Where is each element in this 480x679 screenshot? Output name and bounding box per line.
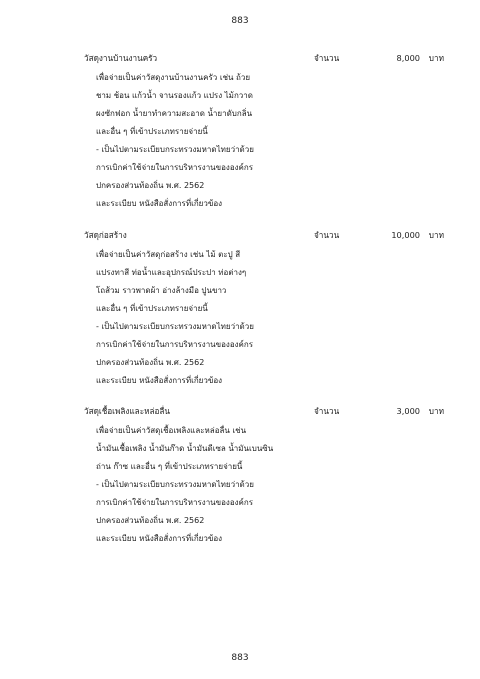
description-line: ปกครองส่วนท้องถิ่น พ.ศ. 2562 (96, 181, 205, 190)
description-line: และอื่น ๆ ที่เข้าประเภทรายจ่ายนี้ (96, 304, 208, 313)
budget-section-fuel-lubricants (84, 402, 444, 548)
section-description (84, 69, 444, 213)
section-title: วัสดุงานบ้านงานครัว (84, 53, 158, 63)
description-line: การเบิกค่าใช้จ่ายในการบริหารงานขององค์กร (96, 498, 254, 507)
budget-section-household-supplies (84, 49, 444, 213)
amount-value: 3,000 (396, 406, 420, 416)
description-line: และอื่น ๆ ที่เข้าประเภทรายจ่ายนี้ (96, 127, 208, 136)
description-line: เพื่อจ่ายเป็นค่าวัสดุก่อสร้าง เช่น ไม้ ตะปู สี (96, 250, 241, 259)
section-description (84, 422, 444, 548)
amount-value: 10,000 (391, 230, 420, 240)
description-line: - เป็นไปตามระเบียบกระทรวงมหาดไทยว่าด้วย (96, 480, 254, 489)
description-line: - เป็นไปตามระเบียบกระทรวงมหาดไทยว่าด้วย (96, 145, 254, 154)
amount-label: จำนวน (314, 53, 340, 63)
description-line: น้ำมันเชื้อเพลิง น้ำมันก๊าด น้ำมันดีเซล น้ำมันเบนซิน (96, 444, 274, 453)
description-line: แปรงทาสี ท่อน้ำและอุปกรณ์ประปา ท่อต่างๆ (96, 268, 247, 277)
section-description (84, 246, 444, 390)
amount-unit: บาท (428, 230, 444, 240)
amount-unit: บาท (428, 53, 444, 63)
amount-label: จำนวน (314, 406, 340, 416)
budget-section-construction-materials (84, 226, 444, 390)
description-line: และระเบียบ หนังสือสั่งการที่เกี่ยวข้อง (96, 199, 223, 208)
section-title: วัสดุเชื้อเพลิงและหล่อลื่น (84, 406, 171, 416)
description-line: การเบิกค่าใช้จ่ายในการบริหารงานขององค์กร (96, 340, 254, 349)
section-header (84, 226, 444, 244)
section-header (84, 49, 444, 67)
description-line: ปกครองส่วนท้องถิ่น พ.ศ. 2562 (96, 358, 205, 367)
description-line: และระเบียบ หนังสือสั่งการที่เกี่ยวข้อง (96, 534, 223, 543)
description-line: เพื่อจ่ายเป็นค่าวัสดุงานบ้านงานครัว เช่น ถ้วย (96, 73, 251, 82)
description-line: - เป็นไปตามระเบียบกระทรวงมหาดไทยว่าด้วย (96, 322, 254, 331)
page-number-top: 883 (231, 16, 249, 26)
description-line: และระเบียบ หนังสือสั่งการที่เกี่ยวข้อง (96, 376, 223, 385)
page-number-bottom: 883 (231, 653, 249, 663)
amount-unit: บาท (428, 406, 444, 416)
description-line: ถ่าน ก๊าซ และอื่น ๆ ที่เข้าประเภทรายจ่ายนี้ (96, 462, 243, 471)
description-line: โถส้วม ราวพาดผ้า อ่างล้างมือ ปูนขาว (96, 286, 227, 295)
description-line: เพื่อจ่ายเป็นค่าวัสดุเชื้อเพลิงและหล่อลื่น เช่น (96, 426, 247, 435)
description-line: การเบิกค่าใช้จ่ายในการบริหารงานขององค์กร (96, 163, 254, 172)
description-line: ปกครองส่วนท้องถิ่น พ.ศ. 2562 (96, 516, 205, 525)
section-title: วัสดุก่อสร้าง (84, 230, 127, 240)
description-line: ผงซักฟอก น้ำยาทำความสะอาด น้ำยาดับกลิ่น (96, 109, 253, 118)
amount-label: จำนวน (314, 230, 340, 240)
description-line: ชาม ช้อน แก้วน้ำ จานรองแก้ว แปรง ไม้กวาด (96, 91, 253, 100)
amount-value: 8,000 (396, 53, 420, 63)
section-header (84, 402, 444, 420)
